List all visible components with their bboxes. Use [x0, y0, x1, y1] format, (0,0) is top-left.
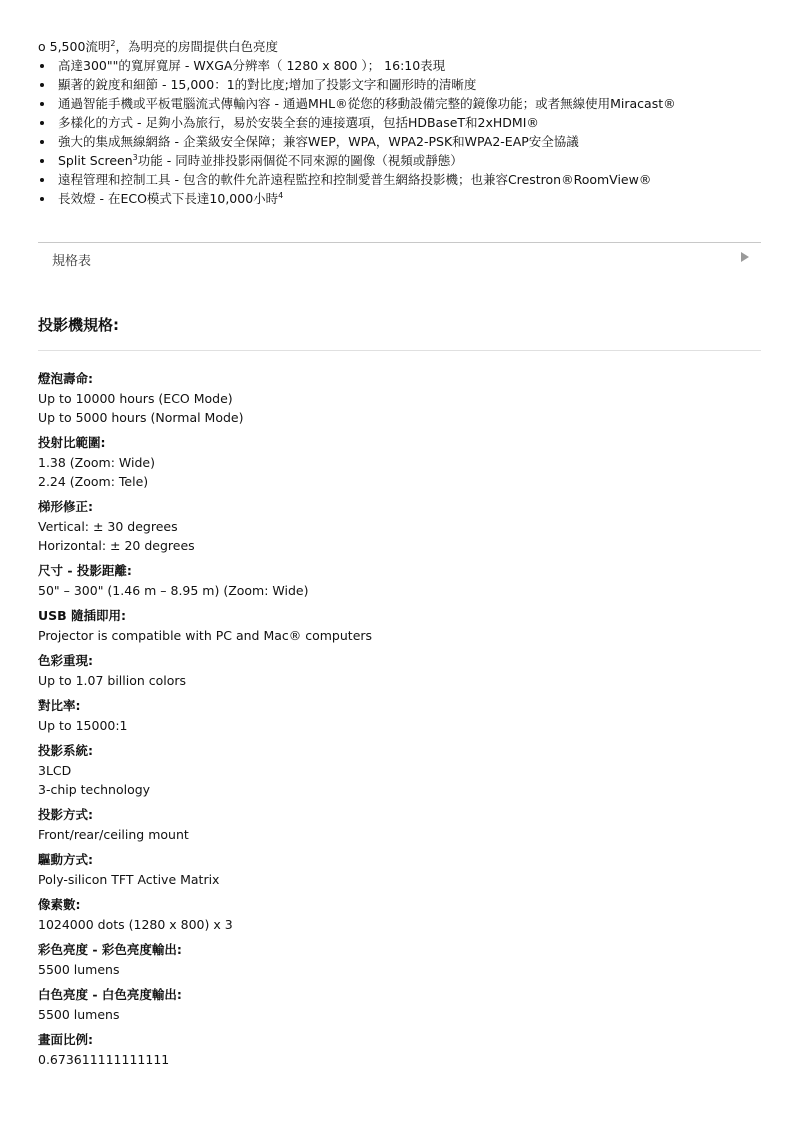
spec-label: 燈泡壽命: [38, 371, 93, 386]
feature-text-rest: 功能 - 同時並排投影兩個從不同來源的圖像（視頻或靜態） [137, 153, 463, 168]
spec-item [38, 805, 372, 844]
spec-label: 尺寸 - 投影距離: [38, 563, 132, 578]
feature-item [38, 151, 676, 170]
features-section [38, 37, 676, 208]
feature-item [38, 56, 676, 75]
spec-value: 3LCD [38, 763, 72, 778]
feature-text: 顯著的銳度和細節 - 15,000：1的對比度;增加了投影文字和圖形時的清晰度 [58, 77, 477, 92]
feature-text: 長效燈 - 在ECO模式下長達10,000小時 [58, 191, 279, 206]
feature-list [38, 56, 676, 208]
spec-item [38, 850, 372, 889]
spec-item [38, 985, 372, 1024]
spec-item [38, 497, 372, 555]
spec-item [38, 895, 372, 934]
spec-value: 0.673611111111111 [38, 1052, 170, 1067]
spec-label: USB 隨插即用: [38, 608, 127, 623]
spec-item [38, 1030, 372, 1069]
feature-item [38, 94, 676, 113]
spec-value: Up to 10000 hours (ECO Mode) [38, 391, 233, 406]
spec-sheet-label: 規格表 [52, 254, 92, 269]
spec-value: 5500 lumens [38, 1007, 120, 1022]
footnote-marker: 2 [110, 39, 116, 48]
feature-text: 通過智能手機或平板電腦流式傳輸內容 - 通過MHL®從您的移動設備完整的鏡像功能；或者無線使用Miracast® [58, 96, 676, 111]
spec-label: 梯形修正: [38, 499, 93, 514]
spec-item [38, 561, 372, 600]
feature-item [38, 170, 676, 189]
feature-item [38, 75, 676, 94]
spec-value: Up to 15000:1 [38, 718, 128, 733]
spec-label: 像素數: [38, 897, 81, 912]
feature-item [38, 189, 676, 208]
brightness-text: o 5,500流明 [38, 39, 111, 54]
spec-value: Poly-silicon TFT Active Matrix [38, 872, 220, 887]
brightness-text-rest: ，為明亮的房間提供白色亮度 [115, 39, 279, 54]
feature-item [38, 113, 676, 132]
spec-label: 驅動方式: [38, 852, 93, 867]
spec-item [38, 696, 372, 735]
feature-text: 遠程管理和控制工具 - 包含的軟件允許遠程監控和控制愛普生網絡投影機；也兼容Crestron®RoomView® [58, 172, 652, 187]
spec-value: Up to 1.07 billion colors [38, 673, 187, 688]
feature-text: 高達300""的寬屏寬屏 - WXGA分辨率（ 1280 x 800 ）； 16:10表現 [58, 58, 446, 73]
spec-item [38, 433, 372, 491]
spec-item [38, 741, 372, 799]
spec-label: 色彩重現: [38, 653, 93, 668]
spec-label: 畫面比例: [38, 1032, 93, 1047]
spec-item [38, 369, 372, 427]
spec-value: 2.24 (Zoom: Tele) [38, 474, 149, 489]
spec-value: Up to 5000 hours (Normal Mode) [38, 410, 244, 425]
spec-label: 白色亮度 - 白色亮度輸出: [38, 987, 182, 1002]
spec-value: Front/rear/ceiling mount [38, 827, 189, 842]
spec-value: 50" – 300" (1.46 m – 8.95 m) (Zoom: Wide) [38, 583, 309, 598]
spec-label: 投射比範圍: [38, 435, 106, 450]
spec-list [38, 369, 372, 1075]
spec-item [38, 606, 372, 645]
play-icon[interactable] [741, 252, 749, 262]
spec-label: 投影系統: [38, 743, 93, 758]
feature-text: 強大的集成無線網絡 - 企業級安全保障；兼容WEP，WPA，WPA2-PSK和WPA2-EAP安全協議 [58, 134, 579, 149]
spec-value: Vertical: ± 30 degrees [38, 519, 178, 534]
spec-value: 3-chip technology [38, 782, 151, 797]
spec-label: 對比率: [38, 698, 81, 713]
spec-sheet-toggle[interactable] [38, 242, 761, 275]
feature-item [38, 132, 676, 151]
spec-item [38, 940, 372, 979]
spec-value: 1024000 dots (1280 x 800) x 3 [38, 917, 233, 932]
spec-value: Projector is compatible with PC and Mac® computers [38, 628, 373, 643]
spec-value: Horizontal: ± 20 degrees [38, 538, 195, 553]
spec-label: 投影方式: [38, 807, 93, 822]
feature-text: 多樣化的方式 - 足夠小為旅行，易於安裝全套的連接選項，包括HDBaseT和2xHDMI® [58, 115, 539, 130]
spec-label: 彩色亮度 - 彩色亮度輸出: [38, 942, 182, 957]
spec-value: 1.38 (Zoom: Wide) [38, 455, 155, 470]
specs-heading: 投影機規格: [38, 316, 119, 334]
spec-value: 5500 lumens [38, 962, 120, 977]
brightness-line [38, 37, 676, 56]
divider [38, 350, 761, 351]
footnote-marker: 3 [132, 153, 138, 162]
spec-item [38, 651, 372, 690]
footnote-marker: 4 [278, 191, 284, 200]
feature-text: Split Screen [58, 153, 133, 168]
